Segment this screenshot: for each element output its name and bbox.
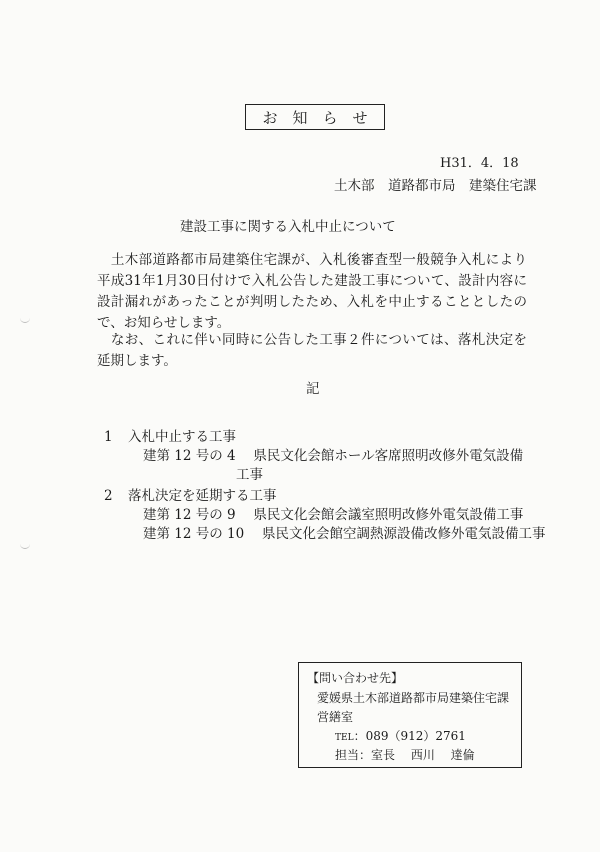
punch-hole-mark: [20, 318, 30, 323]
contact-organization: 愛媛県土木部道路都市局建築住宅課: [317, 691, 510, 705]
body-paragraph-1: 土木部道路都市局建築住宅課が、入札後審査型一般競争入札により平成31年1月30日付けで入札公告した建設工事について、設計内容に設計漏れがあったことが判明したため、入札を中止することとしたので、お知らせします。: [97, 252, 527, 331]
notice-title: お 知 ら せ: [262, 108, 368, 127]
contact-heading: 【問い合わせ先】: [307, 671, 404, 685]
punch-hole-mark: [20, 544, 30, 549]
contact-phone: [335, 727, 466, 744]
item-heading-text: 落札決定を延期する工事: [128, 488, 277, 504]
work-entry: 建第 12 号の 4 県民文化会館ホール客席照明改修外電気設備: [143, 448, 524, 464]
item-heading-2: [104, 484, 277, 504]
contact-section: 営繕室: [317, 710, 354, 724]
issue-date: H31．4．18: [440, 156, 519, 171]
ki-heading: 記: [306, 381, 320, 397]
body-paragraph-2: なお、これに伴い同時に公告した工事２件については、落札決定を延期します。: [97, 332, 527, 369]
tel-label: TEL: [335, 733, 354, 743]
item-number: 2: [104, 488, 113, 504]
item-number: 1: [104, 429, 113, 445]
contact-person: 担当：室長 西川 達倫: [335, 748, 475, 762]
document-subject: 建設工事に関する入札中止について: [180, 219, 396, 235]
item-heading-text: 入札中止する工事: [128, 429, 236, 445]
tel-number: ：089（912）2761: [353, 729, 466, 743]
contact-box: [298, 662, 522, 768]
work-entry-continued: 工事: [236, 467, 263, 483]
work-entry: 建第 12 号の 10 県民文化会館空調熱源設備改修外電気設備工事: [143, 526, 546, 542]
notice-title-box: [245, 104, 385, 130]
issuing-department: 土木部 道路都市局 建築住宅課: [334, 178, 537, 194]
item-heading-1: [104, 425, 236, 445]
work-entry: 建第 12 号の 9 県民文化会館会議室照明改修外電気設備工事: [143, 507, 524, 523]
